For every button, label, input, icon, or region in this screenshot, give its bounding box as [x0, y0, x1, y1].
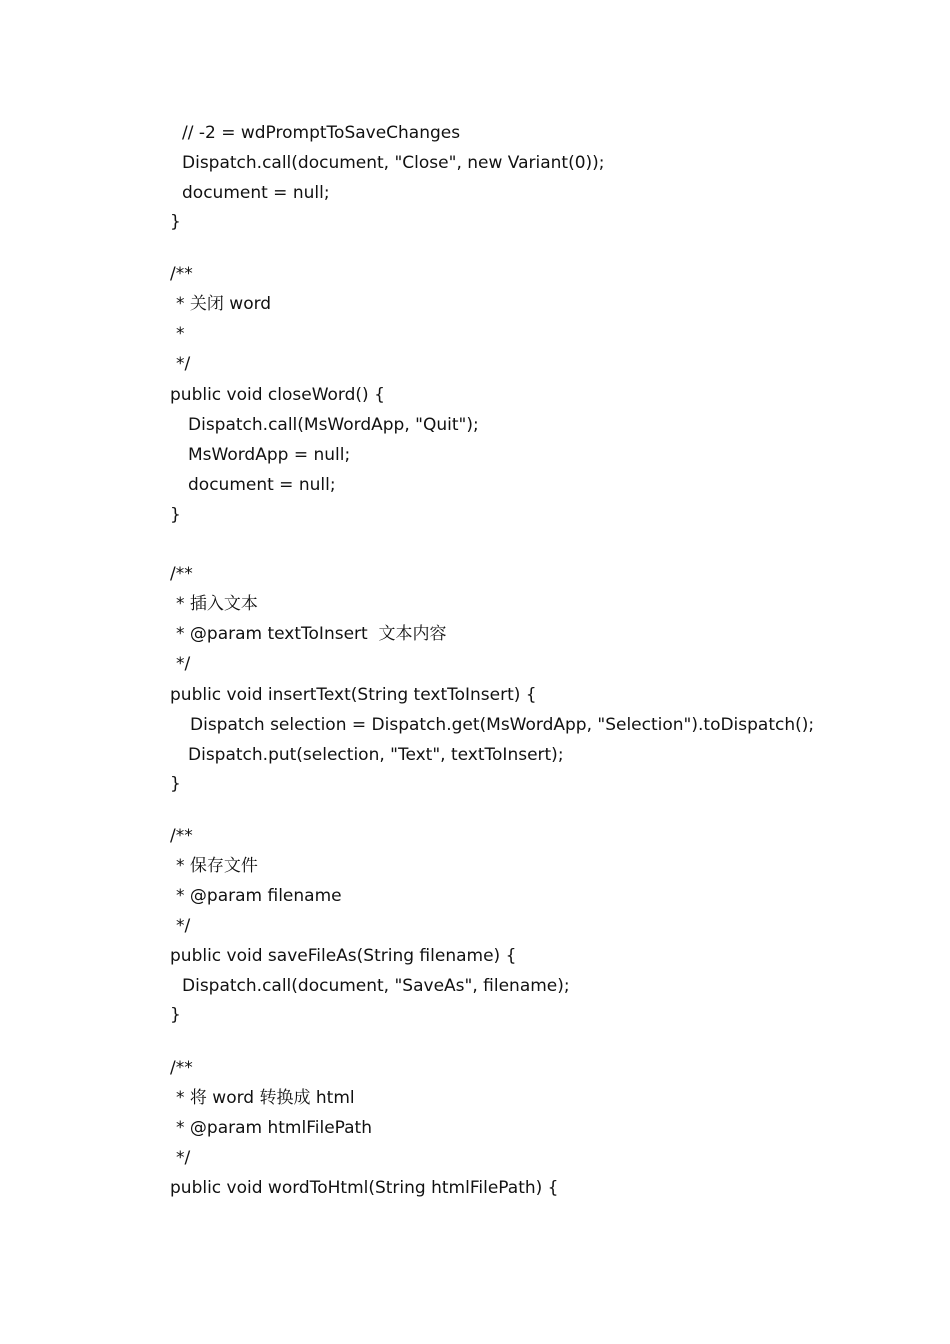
code-line: /** [170, 264, 193, 284]
code-line: public void closeWord() { [170, 385, 385, 405]
code-line: } [170, 774, 181, 794]
code-line: * @param htmlFilePath [176, 1118, 372, 1138]
code-line: public void wordToHtml(String htmlFilePath) { [170, 1178, 559, 1198]
code-line: */ [176, 1148, 191, 1168]
code-line: MsWordApp = null; [188, 445, 351, 465]
code-line: } [170, 1005, 181, 1025]
code-line: */ [176, 654, 191, 674]
code-line: } [170, 212, 181, 232]
code-line: public void saveFileAs(String filename) { [170, 946, 517, 966]
code-line: */ [176, 916, 191, 936]
code-line: /** [170, 1058, 193, 1078]
code-line: } [170, 505, 181, 525]
code-line: /** [170, 564, 193, 584]
code-line: public void insertText(String textToInsert) { [170, 685, 537, 705]
code-line: * 将 word 转换成 html [176, 1088, 355, 1108]
code-line: Dispatch.call(MsWordApp, "Quit"); [188, 415, 479, 435]
code-line: Dispatch.call(document, "Close", new Variant(0)); [182, 153, 605, 173]
code-line: * 保存文件 [176, 856, 258, 876]
code-line: */ [176, 354, 191, 374]
code-line: document = null; [182, 183, 330, 203]
code-line: Dispatch.call(document, "SaveAs", filename); [182, 976, 570, 996]
code-line: * @param filename [176, 886, 342, 906]
code-line: document = null; [188, 475, 336, 495]
code-line: Dispatch.put(selection, "Text", textToInsert); [188, 745, 564, 765]
code-line: * 插入文本 [176, 594, 258, 614]
code-line: /** [170, 826, 193, 846]
code-line: * [176, 324, 185, 344]
code-line: * @param textToInsert 文本内容 [176, 624, 447, 644]
code-line: // -2 = wdPromptToSaveChanges [182, 123, 461, 143]
code-line: * 关闭 word [176, 294, 272, 314]
code-line: Dispatch selection = Dispatch.get(MsWordApp, "Selection").toDispatch(); [190, 715, 815, 735]
